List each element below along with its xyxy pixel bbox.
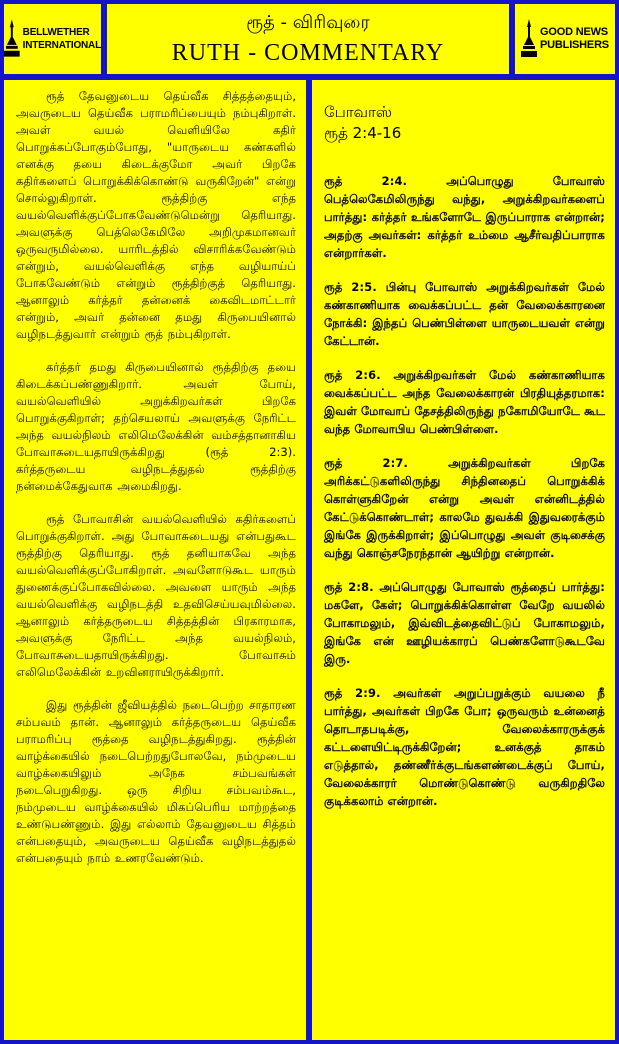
scripture-column [312, 80, 615, 1040]
scripture-heading [324, 102, 605, 144]
good-news-logo-line2: PUBLISHERS [540, 39, 609, 51]
commentary-column [4, 80, 306, 1040]
good-news-logo [515, 4, 615, 74]
bellwether-logo-line2: INTERNATIONAL [22, 40, 101, 51]
scripture-verse: ரூத் 2:6. அறுக்கிறவர்கள் மேல் கண்காணியாக வைக்கப்பட்ட அந்த வேலைக்காரன் பிரதியுத்தரமாக: இவள் மோவாப் தேசத்திலிருந்து நகோமியோடே கூட வந்த மோவாபிய பெண்பிள்ளை. [324, 368, 605, 436]
commentary-paragraph: கர்த்தர் தமது கிருபையினால் ரூத்திற்கு தயை கிடைக்கப்பண்ணுகிறார். அவள் போய், வயல்வெளியில் அறுக்கிறவர்கள் பிறகே பொறுக்குகிறாள்; தற்செயலாய் அவளுக்கு நேரிட்ட அந்த வயல்நிலம் எலிமெலேக்கின் வம்சத்தானாகிய போவாசுடையதாயிருக்கிறது (ரூத் 2:3). கர்த்தருடைய வழிநடத்துதல் ரூத்திற்கு நன்மைக்கேதுவாக அமைகிறது. [16, 360, 296, 493]
scripture-verse: ரூத் 2:4. அப்பொழுது போவாஸ் பெத்லெகேமிலிருந்து வந்து, அறுக்கிறவர்களைப் பார்த்து: கர்த்தர் உங்களோடே இருப்பாராக என்றான்; அதற்கு அவர்கள்: கர்த்தர் உம்மை ஆசீர்வதிப்பாராக என்றார்கள். [324, 174, 605, 260]
scripture-verse: ரூத் 2:8. அப்பொழுது போவாஸ் ரூத்தைப் பார்த்து: மகளே, கேள்; பொறுக்கிக்கொள்ள வேறே வயலில் போகாமலும், இவ்விடத்தைவிட்டுப் போகாமலும், இங்கே என் ஊழியக்காரப் பெண்களோடுகூடவே இரு. [324, 580, 605, 666]
bellwether-logo-icon [4, 19, 20, 59]
good-news-logo-line1: GOOD NEWS [540, 26, 608, 38]
commentary-paragraph: ரூத் தேவனுடைய தெய்வீக சித்தத்தையும், அவருடைய தெய்வீக பராமரிப்பையும் நம்புகிறாள். அவள் வயல் வெளியிலே கதிர் பொறுக்கப்போகும்போது, "யாருடைய கண்களில் எனக்கு தயை கிடைக்குமோ அவர் பிறகே கதிர்களைப் பொறுக்கிக்கொண்டு வருகிறேன்" என்று சொல்லுகிறாள். ரூத்திற்கு எந்த வயல்வெளிக்குப்போகவேண்டுமென்று தெரியாது. அவளுக்கு பெத்லெகேமிலே அறிமுகமானவர் ஒருவருமில்லை. யாரிடத்தில் விசாரிக்கவேண்டும் என்றும், வயல்வெளிக்கு எந்த வழியாய்ப் போகவேண்டும் என்றும் ரூத்திற்குத் தெரியாது. ஆனாலும் கர்த்தர் தன்னைக் கைவிடமாட்டார் என்றும், அவர் தன்னை தமது கிருபையினால் வழிநடத்துவார் என்றும் ரூத் நம்புகிறாள். [16, 89, 296, 341]
scripture-verse: ரூத் 2:7. அறுக்கிறவர்கள் பிறகே அரிக்கட்டுகளிலிருந்து சிந்தினதைப் பொறுக்கிக் கொள்ளுகிறேன் என்று அவள் என்னிடத்தில் கேட்டுக்கொண்டாள்; காலமே துவக்கி இதுவரைக்கும் இங்கே இருக்கிறாள்; இப்பொழுது அவள் குடிசைக்கு வந்து கொஞ்சநேரந்தான் ஆயிற்று என்றான். [324, 456, 605, 560]
scripture-verse: ரூத் 2:9. அவர்கள் அறுப்பறுக்கும் வயலை நீ பார்த்து, அவர்கள் பிறகே போ; ஒருவரும் உன்னைத் தொடாதபடிக்கு, வேலைக்காரருக்குக் கட்டளையிட்டிருக்கிறேன்; உனக்குத் தாகம் எடுத்தால், தண்ணீர்க்குடங்களண்டைக்குப் போய், வேலைக்காரர் மொண்டுகொண்டு வருகிறதிலே குடிக்கலாம் என்றான். [324, 686, 605, 808]
page-title-tamil: ரூத் - விரிவுரை [246, 12, 370, 33]
bellwether-logo [4, 4, 101, 74]
scripture-heading-reference: ரூத் 2:4-16 [324, 124, 402, 142]
scripture-verse: ரூத் 2:5. பின்பு போவாஸ் அறுக்கிறவர்கள் மேல் கண்காணியாக வைக்கப்பட்ட தன் வேலைக்காரனை நோக்கி: இந்தப் பெண்பிள்ளை யாருடையவள் என்று கேட்டான். [324, 280, 605, 348]
commentary-paragraph: ரூத் போவாசின் வயல்வெளியில் கதிர்களைப் பொறுக்குகிறாள். அது போவாசுடையது என்பதுகூட ரூத்திற்கு தெரியாது. ரூத் தனியாகவே அந்த வயல்வெளிக்குப்போகிறாள். அவளோடுகூட யாரும் துணைக்குப்போகவில்லை. அவளை யாரும் அந்த வயல்வெளிக்கு வழிநடத்தி உதவிசெய்யவுமில்லை. ஆனாலும் கர்த்தருடைய சித்தத்தின் பிரகாரமாக, அவளுக்கு நேரிட்ட அந்த வயல்நிலம், போவாசுடையதாயிருக்கிறது. போவாசும் எலிமெலேக்கின் உறவினராயிருக்கிறார். [16, 512, 296, 679]
page-title-english: RUTH - COMMENTARY [171, 40, 445, 66]
title-banner [107, 4, 509, 74]
scripture-heading-name: போவாஸ் [324, 103, 392, 121]
good-news-logo-icon [521, 19, 537, 59]
commentary-paragraph: இது ரூத்தின் ஜீவியத்தில் நடைபெற்ற சாதாரண சம்பவம் தான். ஆனாலும் கர்த்தருடைய தெய்வீக பராமரிப்பு ரூத்தை வழிநடத்துகிறது. ரூத்தின் வாழ்க்கையில் நடைபெற்றதுபோலவே, நம்முடைய வாழ்க்கையிலும் அநேக சம்பவங்கள் நடைபெறுகிறது. ஒரு சிறிய சம்பவம்கூட, நம்முடைய வாழ்க்கையில் மிகப்பெரிய மாற்றத்தை உண்டுபண்ணும். இது எல்லாம் தேவனுடைய சித்தம் என்பதையும், அவருடைய தெய்வீக வழிநடத்துதல் என்பதையும் நாம் உணரவேண்டும். [16, 698, 296, 865]
bellwether-logo-line1: BELLWETHER [22, 27, 90, 38]
